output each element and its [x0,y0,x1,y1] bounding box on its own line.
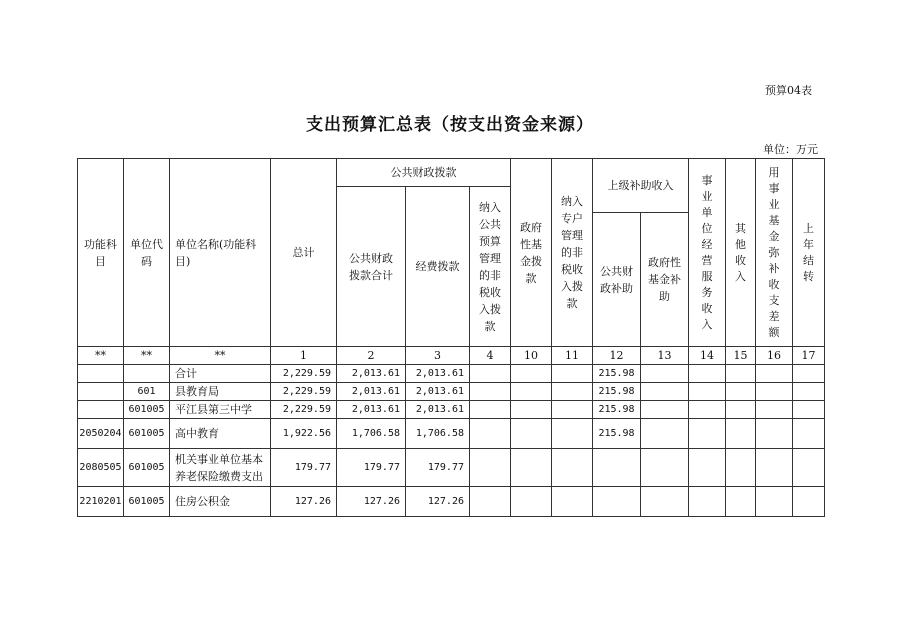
code-cell: 601005 [124,487,170,517]
pf-total-cell: 2,013.61 [337,401,406,419]
header-public-finance-subsidy: 公共财政补助 [593,213,641,347]
code-cell: 601005 [124,449,170,487]
pf-total-cell: 1,706.58 [337,419,406,449]
total-cell: 127.26 [271,487,337,517]
name-cell: 县教育局 [170,383,271,401]
index-cell: 12 [593,347,641,365]
index-cell: 2 [337,347,406,365]
header-business-operation: 事业单位经营服务收入 [689,159,726,347]
header-func-subject: 功能科目 [78,159,124,347]
name-cell: 机关事业单位基本养老保险缴费支出 [170,449,271,487]
code-cell: 601005 [124,419,170,449]
pf-total-cell: 2,013.61 [337,365,406,383]
table-row [78,449,825,487]
table-row [78,419,825,449]
code-cell: 601 [124,383,170,401]
func-cell [78,383,124,401]
func-cell: 2210201 [78,487,124,517]
header-carry-over: 上年结转 [793,159,825,347]
header-unit-code: 单位代码 [124,159,170,347]
header-business-fund: 用事业基金弥补收支差额 [756,159,793,347]
name-cell: 高中教育 [170,419,271,449]
header-public-finance-subtotal: 公共财政拨款合计 [337,187,406,347]
pf-subsidy-cell: 215.98 [593,401,641,419]
header-superior-subsidy-group: 上级补助收入 [593,159,689,213]
index-cell: 1 [271,347,337,365]
header-unit-name: 单位名称(功能科目) [170,159,271,347]
total-cell: 1,922.56 [271,419,337,449]
total-cell: 2,229.59 [271,383,337,401]
name-cell: 平江县第三中学 [170,401,271,419]
budget-table [77,158,825,517]
expense-cell: 179.77 [406,449,470,487]
index-cell: 14 [689,347,726,365]
table-row [78,401,825,419]
total-cell: 2,229.59 [271,365,337,383]
index-cell: 3 [406,347,470,365]
header-non-tax-budget: 纳入公共预算管理的非税收入拨款 [470,187,511,347]
func-cell: 2080505 [78,449,124,487]
index-cell: 13 [641,347,689,365]
expense-cell: 2,013.61 [406,365,470,383]
func-cell: 2050204 [78,419,124,449]
index-cell: 17 [793,347,825,365]
index-cell: 11 [552,347,593,365]
header-gov-fund-subsidy: 政府性基金补助 [641,213,689,347]
table-row [78,365,825,383]
pf-total-cell: 127.26 [337,487,406,517]
index-cell: 4 [470,347,511,365]
name-cell: 住房公积金 [170,487,271,517]
code-cell [124,365,170,383]
index-cell: ** [124,347,170,365]
pf-subsidy-cell [593,449,641,487]
index-cell: 16 [756,347,793,365]
table-row [78,383,825,401]
index-cell: ** [170,347,271,365]
pf-subsidy-cell: 215.98 [593,383,641,401]
header-other-income: 其他收入 [726,159,756,347]
expense-cell: 2,013.61 [406,383,470,401]
total-cell: 2,229.59 [271,401,337,419]
table-row [78,487,825,517]
total-cell: 179.77 [271,449,337,487]
index-cell: ** [78,347,124,365]
func-cell [78,365,124,383]
header-gov-fund: 政府性基金拨款 [511,159,552,347]
index-cell: 10 [511,347,552,365]
header-total: 总计 [271,159,337,347]
header-special-non-tax: 纳入专户管理的非税收入拨款 [552,159,593,347]
pf-subsidy-cell: 215.98 [593,419,641,449]
header-public-finance-group: 公共财政拨款 [337,159,511,187]
expense-cell: 2,013.61 [406,401,470,419]
page-title: 支出预算汇总表（按支出资金来源） [306,115,594,135]
name-cell: 合计 [170,365,271,383]
expense-cell: 127.26 [406,487,470,517]
pf-subsidy-cell [593,487,641,517]
func-cell [78,401,124,419]
pf-total-cell: 2,013.61 [337,383,406,401]
code-cell: 601005 [124,401,170,419]
pf-subsidy-cell: 215.98 [593,365,641,383]
pf-total-cell: 179.77 [337,449,406,487]
unit-label: 单位：万元 [763,143,818,156]
form-code: 预算04表 [765,84,812,97]
header-expense-allocation: 经费拨款 [406,187,470,347]
expense-cell: 1,706.58 [406,419,470,449]
index-cell: 15 [726,347,756,365]
